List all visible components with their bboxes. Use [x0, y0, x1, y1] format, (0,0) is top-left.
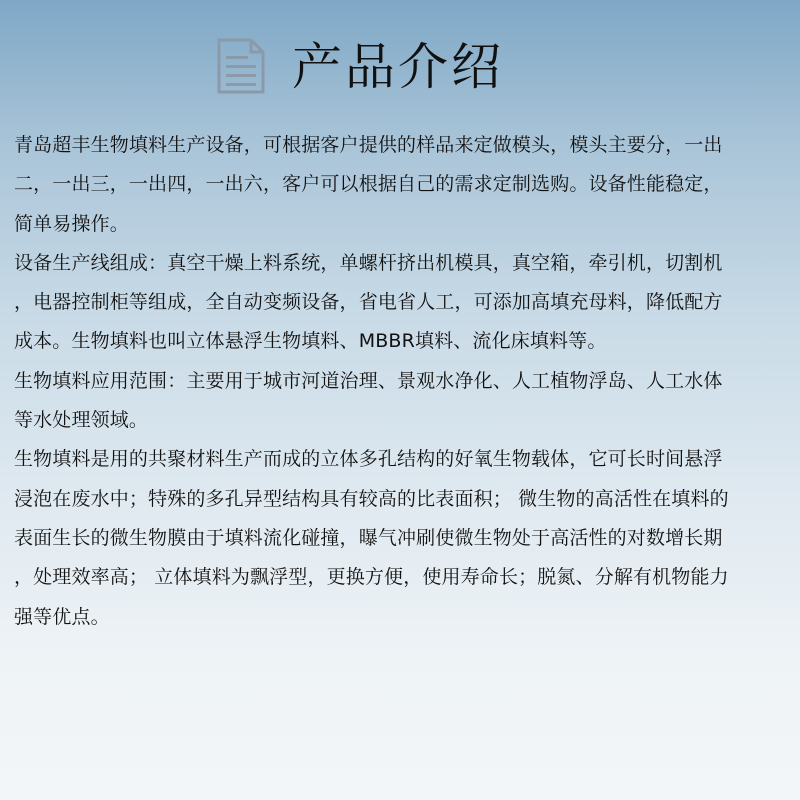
paragraph-production-line [14, 244, 790, 362]
text-line: 强等优点。 [14, 605, 110, 628]
text-line: 设备生产线组成：真空干燥上料系统，单螺杆挤出机模具，真空箱，牵引机，切割机 [14, 251, 723, 274]
text-line: 等水处理领域。 [14, 409, 149, 432]
paragraph-intro [14, 126, 790, 244]
text-line: 生物填料是用的共聚材料生产而成的立体多孔结构的好氧生物载体，它可长时间悬浮 [14, 448, 723, 471]
text-line: 生物填料应用范围：主要用于城市河道治理、景观水净化、人工植物浮岛、人工水体 [14, 369, 723, 392]
paragraph-description [14, 440, 790, 636]
text-line: 简单易操作。 [14, 212, 129, 235]
paragraph-application [14, 362, 790, 441]
text-line: 成本。生物填料也叫立体悬浮生物填料、MBBR填料、流化床填料等。 [14, 330, 607, 353]
text-line: 表面生长的微生物膜由于填料流化碰撞，曝气冲刷使微生物处于高活性的对数增长期 [14, 526, 723, 549]
page-title: 产品介绍 [292, 38, 504, 96]
document-icon [213, 36, 269, 96]
text-line: ，处理效率高； 立体填料为飘浮型，更换方便，使用寿命长；脱氮、分解有机物能力 [14, 566, 729, 589]
text-line: 二，一出三，一出四，一出六，客户可以根据自己的需求定制选购。设备性能稳定， [14, 173, 723, 196]
header [0, 30, 800, 110]
text-line: 青岛超丰生物填料生产设备，可根据客户提供的样品来定做模头，模头主要分，一出 [14, 134, 723, 156]
text-line: 浸泡在废水中；特殊的多孔异型结构具有较高的比表面积； 微生物的高活性在填料的 [14, 487, 729, 510]
article-body [14, 126, 790, 637]
text-line: ，电器控制柜等组成，全自动变频设备，省电省人工，可添加高填充母料，降低配方 [14, 291, 723, 314]
